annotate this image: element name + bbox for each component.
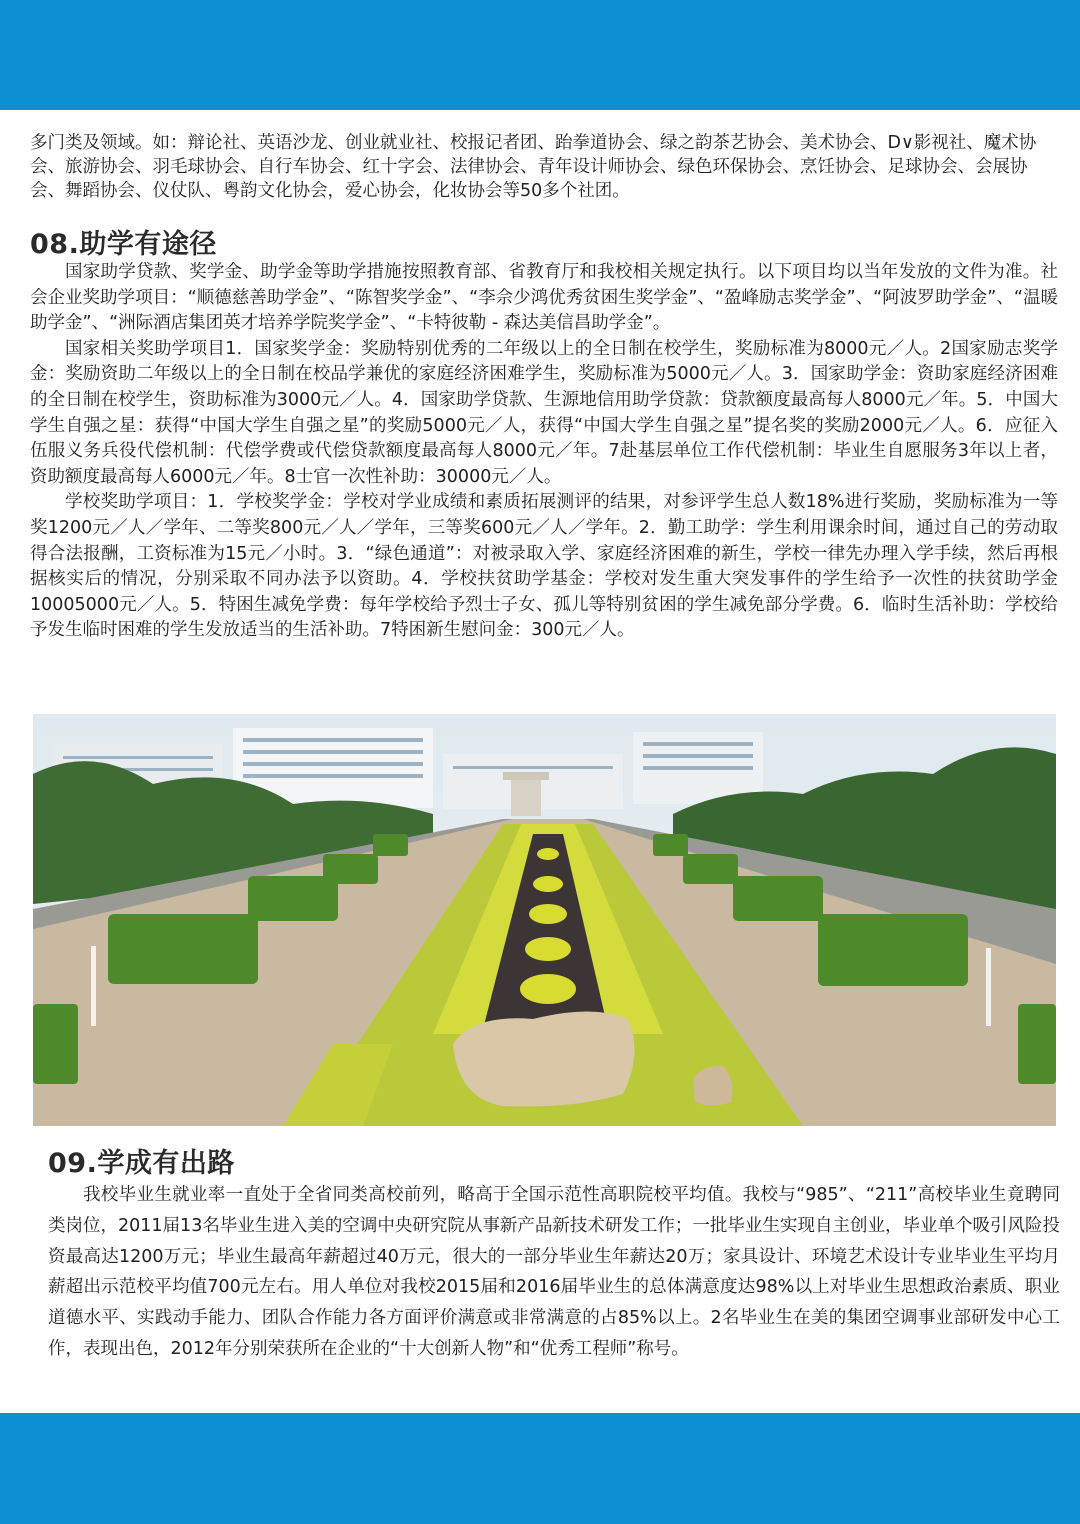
section-09-body <box>48 1180 1060 1365</box>
campus-photo <box>33 714 1056 1126</box>
section-08-body <box>30 260 1058 644</box>
section-09-heading: 09.学成有出路 <box>48 1148 235 1179</box>
section-09-paragraph: 我校毕业生就业率一直处于全省同类高校前列，略高于全国示范性高职院校平均值。我校与“985”、“211”高校毕业生竟聘同类岗位，2011届13名毕业生进入美的空调中央研究院从事新产品新技术研发工作；一批毕业生实现自主创业，毕业单个吸引风险投资最高达1200万元；毕业生最高年薪超过40万元，很大的一部分毕业生年薪达20万；家具设计、环境艺术设计专业毕业生平均月薪超出示范校平均值700元左右。用人单位对我校2015届和2016届毕业生的总体满意度达98%以上对毕业生思想政治素质、职业道德水平、实践动手能力、团队合作能力各方面评价满意或非常满意的占85%以上。2名毕业生在美的集团空调事业部研发中心工作，表现出色，2012年分别荣获所在企业的“十大创新人物”和“优秀工程师”称号。 <box>48 1185 1060 1359</box>
intro-paragraph: 多门类及领域。如：辩论社、英语沙龙、创业就业社、校报记者团、跆拳道协会、绿之韵茶艺协会、美术协会、D∨影视社、魔术协会、旅游协会、羽毛球协会、自行车协会、红十字会、法律协会、青年设计师协会、绿色环保协会、烹饪协会、足球协会、会展协会、舞蹈协会、仪仗队、粤韵文化协会，爱心协会，化妆协会等50多个社团。 <box>30 133 1037 201</box>
campus-photo-illustration <box>33 714 1056 1126</box>
section-08-paragraph: 国家相关奖助学项目1．国家奖学金：奖励特别优秀的二年级以上的全日制在校学生，奖励标准为8000元／人。2国家励志奖学金：奖励资助二年级以上的全日制在校品学兼优的家庭经济困难学生，奖励标准为5000元／人。3．国家助学金：资助家庭经济困难的全日制在校学生，资助标准为3000元／人。4．国家助学贷款、生源地信用助学贷款：贷款额度最高每人8000元／年。5．中国大学生自强之星：获得“中国大学生自强之星”的奖励5000元／人，获得“中国大学生自强之星”提名奖的奖励2000元／人。6．应征入伍服义务兵役代偿机制：代偿学费或代偿贷款额度最高每人8000元／年。7赴基层单位工作代偿机制：毕业生自愿服务3年以上者，资助额度最高每人6000元／年。8士官一次性补助：30000元／人。 <box>30 338 1058 487</box>
bottom-blue-band <box>0 1413 1080 1524</box>
section-08-paragraph: 国家助学贷款、奖学金、助学金等助学措施按照教育部、省教育厅和我校相关规定执行。以下项目均以当年发放的文件为准。社会企业奖助学项目：“顺德慈善助学金”、“陈智奖学金”、“李佘少鸿优秀贫困生奖学金”、“盈峰励志奖学金”、“阿波罗助学金”、“温暖助学金”、“洲际酒店集团英才培养学院奖学金”、“卡特彼勒 - 森达美信昌助学金”。 <box>30 262 1058 334</box>
section-08-paragraph: 学校奖助学项目：1．学校奖学金：学校对学业成绩和素质拓展测评的结果，对参评学生总人数18%进行奖励，奖励标准为一等奖1200元／人／学年、二等奖800元／人／学年，三等奖600元／人／学年。2．勤工助学：学生利用课余时间，通过自己的劳动取得合法报酬，工资标准为15元／小时。3．“绿色通道”：对被录取入学、家庭经济困难的新生，学校一律先办理入学手续，然后再根据核实后的情况，分别采取不同办法予以资助。4．学校扶贫助学基金：学校对发生重大突发事件的学生给予一次性的扶贫助学金10005000元／人。5．特困生减免学费：每年学校给予烈士子女、孤儿等特别贫困的学生减免部分学费。6．临时生活补助：学校给予发生临时困难的学生发放适当的生活补助。7特困新生慰问金：300元／人。 <box>30 492 1058 641</box>
section-08-heading: 08.助学有途径 <box>30 229 217 260</box>
top-blue-band <box>0 0 1080 110</box>
